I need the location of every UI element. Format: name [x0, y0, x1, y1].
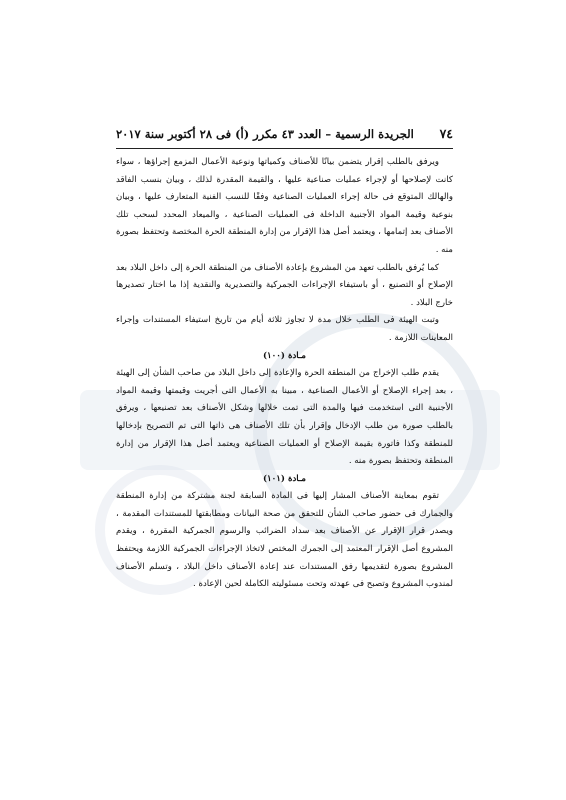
paragraph: كما يُرفق بالطلب تعهد من المشروع بإعادة الأصناف من المنطقة الحرة إلى داخل البلاد بعد الإصلاح أو التصنيع ، أو باستيفاء الإجراءات الجمركية والتصديرية والنقدية إذا ما اختار تصديرها خارج البلاد . [116, 262, 453, 308]
paragraph: ويرفق بالطلب إقرار يتضمن بيانًا للأصناف وكمياتها ونوعية الأعمال المزمع إجراؤها ، سواء كانت لإصلاحها أو لإجراء عمليات صناعية عليها ، والقيمة المقدرة لذلك ، وبيان بنسب الفاقد والهالك المتوقع فى حالة إجراء العمليات الصناعية وفقًا للنسب الفنية المتعارف عليها ، وبيان بنوعية وقيمة المواد الأجنبية الداخلة فى العمليات الصناعية ، والميعاد المحدد لسحب تلك الأصناف بعد إتمامها ، ويعتمد أصل هذا الإقرار من إدارة المنطقة الحرة المختصة وتحتفظ بصورة منه . [116, 157, 453, 255]
article-100-text: يقدم طلب الإخراج من المنطقة الحرة والإعادة إلى داخل البلاد من صاحب الشأن إلى الهيئة ، بعد إجراء الإصلاح أو الأعمال الصناعية ، مبينا به الأعمال التى أجريت وقيمتها وقيمة المواد الأجنبية التى استخدمت فيها والمدة التى تمت خلالها وشكل الأصناف بعد تصنيعها ، ويرفق بالطلب صورة من طلب الإدخال وإقرار بأن تلك الأصناف هى ذاتها التى تم التصريح بإدخالها للمنطقة وكذا فاتورة بقيمة الإصلاح أو العمليات الصناعية ويعتمد أصل هذا الإقرار من إدارة المنطقة وتحتفظ بصورة منه . [116, 368, 453, 467]
article-100-title: مـادة (١٠٠) [262, 350, 307, 361]
page-number: ٧٤ [439, 126, 453, 141]
page-header [116, 126, 453, 144]
article-101-text: تقوم بمعاينة الأصناف المشار إليها فى المادة السابقة لجنة مشتركة من إدارة المنطقة والجمارك فى حضور صاحب الشأن للتحقق من صحة البيانات ومطابقتها للمستندات المقدمة ، ويصدر قرار الإقرار عن الأصناف بعد سداد الضرائب والرسوم الجمركية المقررة ، ويقدم المشروع أصل الإقرار المعتمد إلى الجمرك المختص لاتخاذ الإجراءات الجمركية اللازمة ويحتفظ المشروع بصورة لتقديمها رفق المستندات عند إعادة الأصناف داخل البلاد ، وتسلم الأصناف لمندوب المشروع وتصبح فى عهدته وتحت مسئوليته الكاملة لحين الإعادة . [116, 491, 453, 590]
article-101-title: مـادة (١٠١) [262, 473, 307, 484]
document-body [116, 154, 453, 594]
gazette-title: الجريدة الرسمية – العدد ٤٣ مكرر (أ) فى ٢٨ أكتوبر سنة ٢٠١٧ [116, 127, 414, 141]
header-divider [116, 148, 453, 149]
paragraph: وتبت الهيئة فى الطلب خلال مدة لا تجاوز ثلاثة أيام من تاريخ استيفاء المستندات وإجراء المعاينات اللازمة . [116, 315, 453, 343]
